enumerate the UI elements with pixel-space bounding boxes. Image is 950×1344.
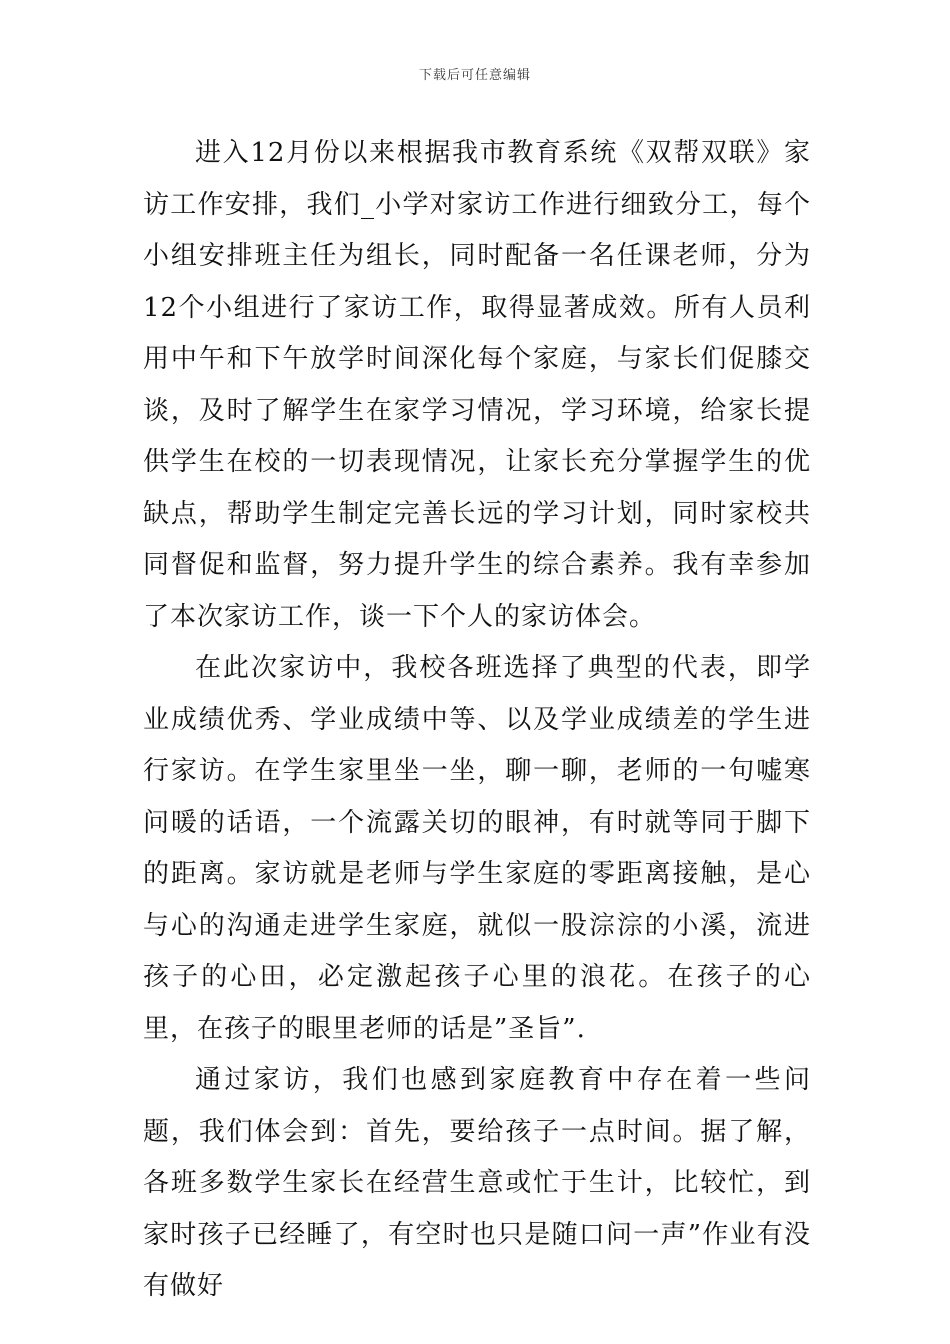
paragraph-1: 进入12月份以来根据我市教育系统《双帮双联》家访工作安排，我们_小学对家访工作进行细致分工，每个小组安排班主任为组长，同时配备一名任课老师，分为12个小组进行了家访工作，取得显著成效。所有人员利用中午和下午放学时间深化每个家庭，与家长们促膝交谈，及时了解学生在家学习情况，学习环境，给家长提供学生在校的一切表现情况，让家长充分掌握学生的优缺点，帮助学生制定完善长远的学习计划，同时家校共同督促和监督，努力提升学生的综合素养。我有幸参加了本次家访工作，谈一下个人的家访体会。	[143, 138, 811, 632]
page-header: 下载后可任意编辑	[418, 68, 531, 83]
paragraph-2: 在此次家访中，我校各班选择了典型的代表，即学业成绩优秀、学业成绩中等、以及学业成绩差的学生进行家访。在学生家里坐一坐，聊一聊，老师的一句嘘寒问暖的话语，一个流露关切的眼神，有时就等同于脚下的距离。家访就是老师与学生家庭的零距离接触，是心与心的沟通走进学生家庭，就似一股淙淙的小溪，流进孩子的心田，必定激起孩子心里的浪花。在孩子的心里，在孩子的眼里老师的话是”圣旨”.	[143, 653, 811, 1044]
paragraph-3: 通过家访，我们也感到家庭教育中存在着一些问题，我们体会到：首先，要给孩子一点时间。据了解，各班多数学生家长在经营生意或忙于生计，比较忙，到家时孩子已经睡了，有空时也只是随口问一声”作业有没有做好	[143, 1065, 811, 1301]
document-body	[143, 128, 811, 1313]
